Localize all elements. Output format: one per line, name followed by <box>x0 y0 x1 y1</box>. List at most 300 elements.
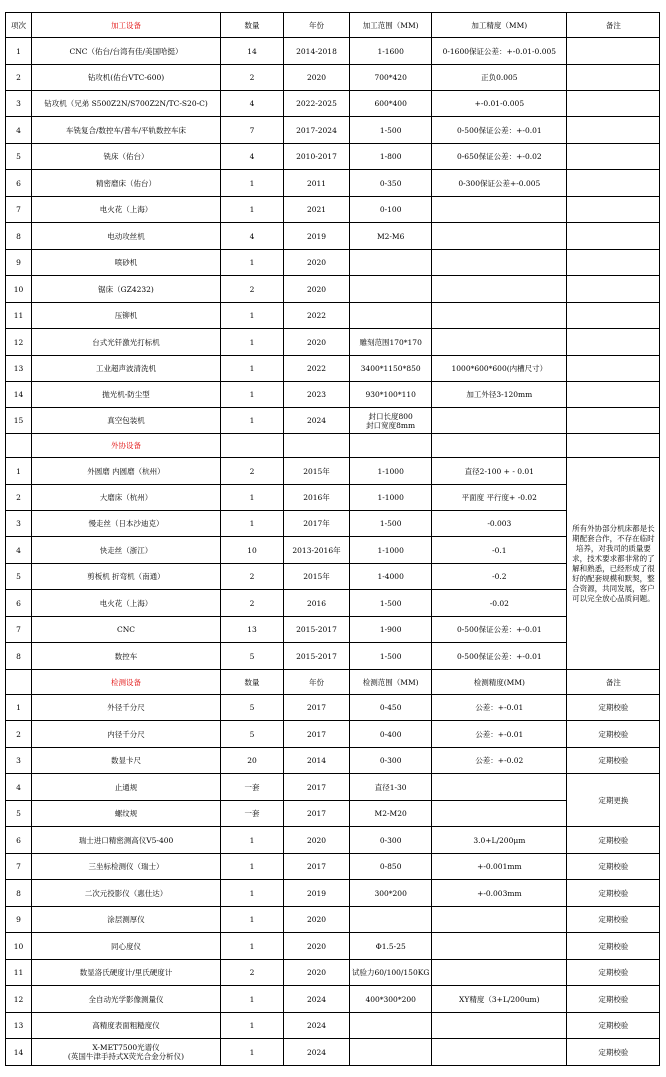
cell-remark <box>567 303 660 329</box>
cell-name: 慢走丝（日本沙迪克） <box>32 511 221 537</box>
section-header-row <box>6 434 660 458</box>
cell-year: 2015年 <box>284 564 350 590</box>
cell-qty: 2 <box>221 564 284 590</box>
cell-range: 1-1600 <box>350 38 432 65</box>
cell-precision: 3.0+L/200μm <box>432 827 567 854</box>
cell-range: M2-M6 <box>350 223 432 250</box>
cell-range: 试验力60/100/150KG <box>350 960 432 986</box>
cell-range <box>350 276 432 303</box>
cell-qty: 2 <box>221 276 284 303</box>
cell-range: 1-900 <box>350 617 432 643</box>
cell-name: 锯床（GZ4232) <box>32 276 221 303</box>
cell-qty: 5 <box>221 721 284 748</box>
cell-index: 12 <box>6 329 32 356</box>
table-row <box>6 537 660 564</box>
cell-precision <box>432 303 567 329</box>
cell-precision: 公差：+-0.02 <box>432 748 567 774</box>
section-header-row <box>6 670 660 695</box>
table-row <box>6 774 660 801</box>
cell-remark: 定期校验 <box>567 986 660 1013</box>
cell-precision: XY精度（3+L/200um) <box>432 986 567 1013</box>
cell-name: CNC（佑台/台湾有佳/美国哈挺） <box>32 38 221 65</box>
cell-qty: 1 <box>221 511 284 537</box>
cell-qty: 1 <box>221 329 284 356</box>
cell-precision: +-0.001mm <box>432 854 567 880</box>
cell-precision <box>432 1013 567 1039</box>
cell-index: 11 <box>6 303 32 329</box>
cell-name: 数显卡尺 <box>32 748 221 774</box>
cell-range: 0-450 <box>350 695 432 721</box>
table-row <box>6 511 660 537</box>
cell-index: 7 <box>6 197 32 223</box>
cell-year: 2014-2018 <box>284 38 350 65</box>
cell-precision: -0.2 <box>432 564 567 590</box>
cell-qty: 14 <box>221 38 284 65</box>
header-year: 年份 <box>284 670 350 695</box>
cell-name: 高精度表面粗糙度仪 <box>32 1013 221 1039</box>
cell-remark: 定期校验 <box>567 880 660 907</box>
table-row <box>6 356 660 382</box>
header-name: 外协设备 <box>32 434 221 458</box>
cell-qty: 1 <box>221 250 284 276</box>
cell-remark: 定期校验 <box>567 933 660 960</box>
cell-range: 700*420 <box>350 65 432 91</box>
cell-name: 抛光机-防尘型 <box>32 382 221 408</box>
cell-name: 钻攻机（兄弟 S500Z2N/S700Z2N/TC-S20-C) <box>32 91 221 117</box>
table-row <box>6 382 660 408</box>
table-row <box>6 303 660 329</box>
cell-name: 车铣复合/数控车/普车/平轨数控车床 <box>32 117 221 144</box>
header-range: 检测范围（MM) <box>350 670 432 695</box>
cell-name: 精密磨床（佑台） <box>32 170 221 197</box>
cell-index: 12 <box>6 986 32 1013</box>
cell-range: 1-500 <box>350 643 432 670</box>
cell-index: 9 <box>6 907 32 933</box>
header-range: 加工范围（MM) <box>350 13 432 38</box>
cell-index: 3 <box>6 748 32 774</box>
cell-qty: 1 <box>221 197 284 223</box>
cell-range <box>350 303 432 329</box>
cell-year: 2020 <box>284 329 350 356</box>
cell-year: 2024 <box>284 408 350 434</box>
cell-range <box>350 1013 432 1039</box>
table-row <box>6 801 660 827</box>
cell-name: 剪板机 折弯机（南通） <box>32 564 221 590</box>
table-row <box>6 276 660 303</box>
cell-year: 2013-2016年 <box>284 537 350 564</box>
cell-index: 8 <box>6 223 32 250</box>
cell-range: 1-500 <box>350 511 432 537</box>
cell-qty: 1 <box>221 303 284 329</box>
cell-range: 1-1000 <box>350 485 432 511</box>
cell-index: 13 <box>6 1013 32 1039</box>
cell-year: 2023 <box>284 382 350 408</box>
cell-remark: 定期校验 <box>567 907 660 933</box>
cell-remark: 定期校验 <box>567 960 660 986</box>
header-qty <box>221 434 284 458</box>
cell-name: 电火花（上海） <box>32 197 221 223</box>
cell-precision: 0-500保证公差：+-0.01 <box>432 643 567 670</box>
cell-remark <box>567 250 660 276</box>
cell-year: 2021 <box>284 197 350 223</box>
cell-range: 600*400 <box>350 91 432 117</box>
table-row <box>6 617 660 643</box>
cell-range: 300*200 <box>350 880 432 907</box>
cell-qty: 5 <box>221 695 284 721</box>
header-precision: 加工精度（MM) <box>432 13 567 38</box>
cell-index: 9 <box>6 250 32 276</box>
table-row <box>6 643 660 670</box>
cell-precision <box>432 933 567 960</box>
cell-year: 2015-2017 <box>284 643 350 670</box>
table-row <box>6 223 660 250</box>
cell-year: 2020 <box>284 65 350 91</box>
cell-index: 10 <box>6 933 32 960</box>
cell-remark <box>567 329 660 356</box>
cell-index: 7 <box>6 854 32 880</box>
cell-index: 5 <box>6 564 32 590</box>
cell-index: 11 <box>6 960 32 986</box>
cell-index: 3 <box>6 511 32 537</box>
cell-precision: -0.003 <box>432 511 567 537</box>
cell-remark <box>567 38 660 65</box>
cell-year: 2024 <box>284 1039 350 1066</box>
cell-index: 6 <box>6 170 32 197</box>
cell-name: 二次元投影仪（惠仕达） <box>32 880 221 907</box>
table-row <box>6 933 660 960</box>
table-row <box>6 197 660 223</box>
header-remark: 备注 <box>567 13 660 38</box>
cell-precision <box>432 774 567 801</box>
cell-precision: 直径2-100 + - 0.01 <box>432 458 567 485</box>
cell-name: 工业超声波清洗机 <box>32 356 221 382</box>
cell-index: 1 <box>6 695 32 721</box>
cell-index: 1 <box>6 458 32 485</box>
cell-precision <box>432 960 567 986</box>
cell-index: 4 <box>6 537 32 564</box>
cell-year: 2010-2017 <box>284 144 350 170</box>
cell-precision <box>432 223 567 250</box>
cell-qty: 4 <box>221 91 284 117</box>
cell-index: 10 <box>6 276 32 303</box>
cell-range: 1-1000 <box>350 537 432 564</box>
cell-qty: 10 <box>221 537 284 564</box>
table-row <box>6 170 660 197</box>
outsourcing-note: 所有外协部分机床都是长期配套合作，不存在临时培养，对我司的质量要求，技术要求都非常的了解和熟悉，已经形成了很好的配套规模和默契，整合资源，共同发展，客户可以完全放心品质问题。 <box>567 458 660 670</box>
cell-year: 2022-2025 <box>284 91 350 117</box>
cell-qty: 20 <box>221 748 284 774</box>
table-row <box>6 485 660 511</box>
table-row <box>6 695 660 721</box>
cell-remark: 定期校验 <box>567 854 660 880</box>
cell-precision: 1000*600*600(内槽尺寸） <box>432 356 567 382</box>
cell-remark <box>567 408 660 434</box>
cell-name: 三坐标检测仪（瑞士） <box>32 854 221 880</box>
cell-qty: 7 <box>221 117 284 144</box>
cell-qty: 1 <box>221 1039 284 1066</box>
cell-year: 2017 <box>284 721 350 748</box>
cell-precision: 0-300保证公差+-0.005 <box>432 170 567 197</box>
cell-qty: 4 <box>221 144 284 170</box>
cell-precision: 0-1600保证公差：+-0.01-0.005 <box>432 38 567 65</box>
cell-remark <box>567 65 660 91</box>
table-row <box>6 721 660 748</box>
cell-name: 快走丝（浙江） <box>32 537 221 564</box>
cell-precision: +-0.01-0.005 <box>432 91 567 117</box>
cell-range: 直径1-30 <box>350 774 432 801</box>
cell-qty: 一套 <box>221 774 284 801</box>
cell-range: 0-300 <box>350 748 432 774</box>
cell-year: 2017 <box>284 695 350 721</box>
cell-qty: 1 <box>221 382 284 408</box>
cell-name: 大磨床（杭州） <box>32 485 221 511</box>
header-range <box>350 434 432 458</box>
cell-range: 1-1000 <box>350 458 432 485</box>
cell-name: 外径千分尺 <box>32 695 221 721</box>
cell-qty: 1 <box>221 827 284 854</box>
cell-name: 真空包装机 <box>32 408 221 434</box>
cell-year: 2017-2024 <box>284 117 350 144</box>
cell-precision: 0-500保证公差：+-0.01 <box>432 617 567 643</box>
cell-year: 2019 <box>284 880 350 907</box>
cell-year: 2014 <box>284 748 350 774</box>
cell-name: CNC <box>32 617 221 643</box>
cell-precision <box>432 329 567 356</box>
table-row <box>6 1013 660 1039</box>
cell-index: 14 <box>6 1039 32 1066</box>
header-index: 项次 <box>6 13 32 38</box>
cell-year: 2020 <box>284 250 350 276</box>
header-precision: 检测精度(MM) <box>432 670 567 695</box>
table-row <box>6 880 660 907</box>
cell-name: 数显洛氏硬度计/里氏硬度计 <box>32 960 221 986</box>
cell-remark: 定期更换 <box>567 774 660 827</box>
cell-name: 全自动光学影像测量仪 <box>32 986 221 1013</box>
cell-index: 7 <box>6 617 32 643</box>
cell-qty: 1 <box>221 880 284 907</box>
cell-range: 1-800 <box>350 144 432 170</box>
cell-precision <box>432 1039 567 1066</box>
header-year: 年份 <box>284 13 350 38</box>
cell-precision <box>432 801 567 827</box>
cell-qty: 1 <box>221 485 284 511</box>
cell-name: 喷砂机 <box>32 250 221 276</box>
header-name: 检测设备 <box>32 670 221 695</box>
table-row <box>6 907 660 933</box>
cell-range: 0-300 <box>350 827 432 854</box>
cell-range: 0-100 <box>350 197 432 223</box>
cell-year: 2016 <box>284 590 350 617</box>
cell-remark <box>567 197 660 223</box>
cell-year: 2022 <box>284 356 350 382</box>
cell-precision: 0-650保证公差：+-0.02 <box>432 144 567 170</box>
cell-remark <box>567 276 660 303</box>
table-row <box>6 250 660 276</box>
cell-index: 8 <box>6 643 32 670</box>
cell-name: 瑞士进口精密测高仪V5-400 <box>32 827 221 854</box>
cell-year: 2015-2017 <box>284 617 350 643</box>
cell-year: 2020 <box>284 276 350 303</box>
table-row <box>6 748 660 774</box>
cell-year: 2020 <box>284 933 350 960</box>
cell-name: X-MET7500光谱仪 (英国牛津手持式X荧光合金分析仪) <box>32 1039 221 1066</box>
table-row <box>6 986 660 1013</box>
header-year <box>284 434 350 458</box>
table-row <box>6 65 660 91</box>
cell-index: 2 <box>6 65 32 91</box>
cell-index: 14 <box>6 382 32 408</box>
section-header-row <box>6 13 660 38</box>
cell-qty: 5 <box>221 643 284 670</box>
header-qty: 数量 <box>221 13 284 38</box>
cell-qty: 1 <box>221 408 284 434</box>
cell-index: 2 <box>6 485 32 511</box>
cell-remark: 定期校验 <box>567 721 660 748</box>
cell-remark <box>567 170 660 197</box>
table-row <box>6 1039 660 1066</box>
cell-range: 930*100*110 <box>350 382 432 408</box>
cell-range: 0-350 <box>350 170 432 197</box>
cell-range: 1-4000 <box>350 564 432 590</box>
table-row <box>6 590 660 617</box>
cell-name: 铣床（佑台） <box>32 144 221 170</box>
cell-remark: 定期校验 <box>567 695 660 721</box>
table-row <box>6 91 660 117</box>
cell-range: 1-500 <box>350 590 432 617</box>
table-row <box>6 117 660 144</box>
cell-index: 6 <box>6 590 32 617</box>
cell-year: 2022 <box>284 303 350 329</box>
equipment-table <box>5 12 660 1066</box>
cell-name: 数控车 <box>32 643 221 670</box>
cell-remark: 定期校验 <box>567 827 660 854</box>
cell-qty: 1 <box>221 986 284 1013</box>
cell-range: Φ1.5-25 <box>350 933 432 960</box>
cell-precision: 公差：+-0.01 <box>432 695 567 721</box>
cell-range: 3400*1150*850 <box>350 356 432 382</box>
cell-range: 1-500 <box>350 117 432 144</box>
cell-qty: 1 <box>221 170 284 197</box>
cell-qty: 1 <box>221 854 284 880</box>
cell-range: 封口长度800 封口宽度8mm <box>350 408 432 434</box>
cell-year: 2020 <box>284 827 350 854</box>
cell-year: 2024 <box>284 1013 350 1039</box>
cell-remark <box>567 223 660 250</box>
cell-precision <box>432 250 567 276</box>
table-row <box>6 38 660 65</box>
cell-range: 0-850 <box>350 854 432 880</box>
cell-qty: 一套 <box>221 801 284 827</box>
cell-precision: 平面度 平行度+ -0.02 <box>432 485 567 511</box>
header-remark: 备注 <box>567 670 660 695</box>
cell-range <box>350 1039 432 1066</box>
cell-name: 压铆机 <box>32 303 221 329</box>
cell-precision: 加工外径3-120mm <box>432 382 567 408</box>
cell-year: 2024 <box>284 986 350 1013</box>
table-row <box>6 564 660 590</box>
cell-precision: 公差：+-0.01 <box>432 721 567 748</box>
cell-precision: -0.1 <box>432 537 567 564</box>
cell-range: 400*300*200 <box>350 986 432 1013</box>
cell-qty: 2 <box>221 590 284 617</box>
cell-index: 6 <box>6 827 32 854</box>
cell-index: 5 <box>6 801 32 827</box>
table-row <box>6 960 660 986</box>
cell-year: 2017 <box>284 774 350 801</box>
cell-index: 13 <box>6 356 32 382</box>
cell-name: 钻攻机(佑台VTC-600) <box>32 65 221 91</box>
table-row <box>6 458 660 485</box>
cell-name: 外圆磨 内圆磨（杭州） <box>32 458 221 485</box>
cell-range: 雕刻范围170*170 <box>350 329 432 356</box>
cell-remark <box>567 382 660 408</box>
table-row <box>6 854 660 880</box>
cell-range: 0-400 <box>350 721 432 748</box>
cell-index: 15 <box>6 408 32 434</box>
cell-precision <box>432 907 567 933</box>
cell-name: 台式光钎激光打标机 <box>32 329 221 356</box>
cell-remark: 定期校验 <box>567 1013 660 1039</box>
cell-name: 内径千分尺 <box>32 721 221 748</box>
cell-range <box>350 907 432 933</box>
cell-precision <box>432 276 567 303</box>
table-row <box>6 329 660 356</box>
header-remark <box>567 434 660 458</box>
cell-index: 5 <box>6 144 32 170</box>
cell-qty: 1 <box>221 356 284 382</box>
cell-range <box>350 250 432 276</box>
cell-qty: 1 <box>221 933 284 960</box>
cell-index: 4 <box>6 117 32 144</box>
cell-precision: -0.02 <box>432 590 567 617</box>
cell-precision <box>432 197 567 223</box>
cell-qty: 2 <box>221 65 284 91</box>
cell-remark <box>567 356 660 382</box>
cell-year: 2016年 <box>284 485 350 511</box>
cell-name: 涂层测厚仪 <box>32 907 221 933</box>
header-index <box>6 670 32 695</box>
cell-range: M2-M20 <box>350 801 432 827</box>
cell-remark: 定期校验 <box>567 1039 660 1066</box>
cell-year: 2020 <box>284 960 350 986</box>
table-row <box>6 827 660 854</box>
header-name: 加工设备 <box>32 13 221 38</box>
header-precision <box>432 434 567 458</box>
cell-qty: 2 <box>221 458 284 485</box>
cell-year: 2020 <box>284 907 350 933</box>
cell-name: 螺纹规 <box>32 801 221 827</box>
table-row <box>6 144 660 170</box>
cell-index: 3 <box>6 91 32 117</box>
cell-qty: 4 <box>221 223 284 250</box>
cell-index: 2 <box>6 721 32 748</box>
cell-precision <box>432 408 567 434</box>
cell-year: 2019 <box>284 223 350 250</box>
cell-qty: 1 <box>221 1013 284 1039</box>
cell-precision: 0-500保证公差：+-0.01 <box>432 117 567 144</box>
cell-qty: 2 <box>221 960 284 986</box>
cell-qty: 13 <box>221 617 284 643</box>
header-qty: 数量 <box>221 670 284 695</box>
header-index <box>6 434 32 458</box>
cell-index: 1 <box>6 38 32 65</box>
cell-remark <box>567 144 660 170</box>
cell-precision: 正负0.005 <box>432 65 567 91</box>
cell-remark: 定期校验 <box>567 748 660 774</box>
cell-name: 电动攻丝机 <box>32 223 221 250</box>
cell-remark <box>567 117 660 144</box>
cell-year: 2017 <box>284 801 350 827</box>
